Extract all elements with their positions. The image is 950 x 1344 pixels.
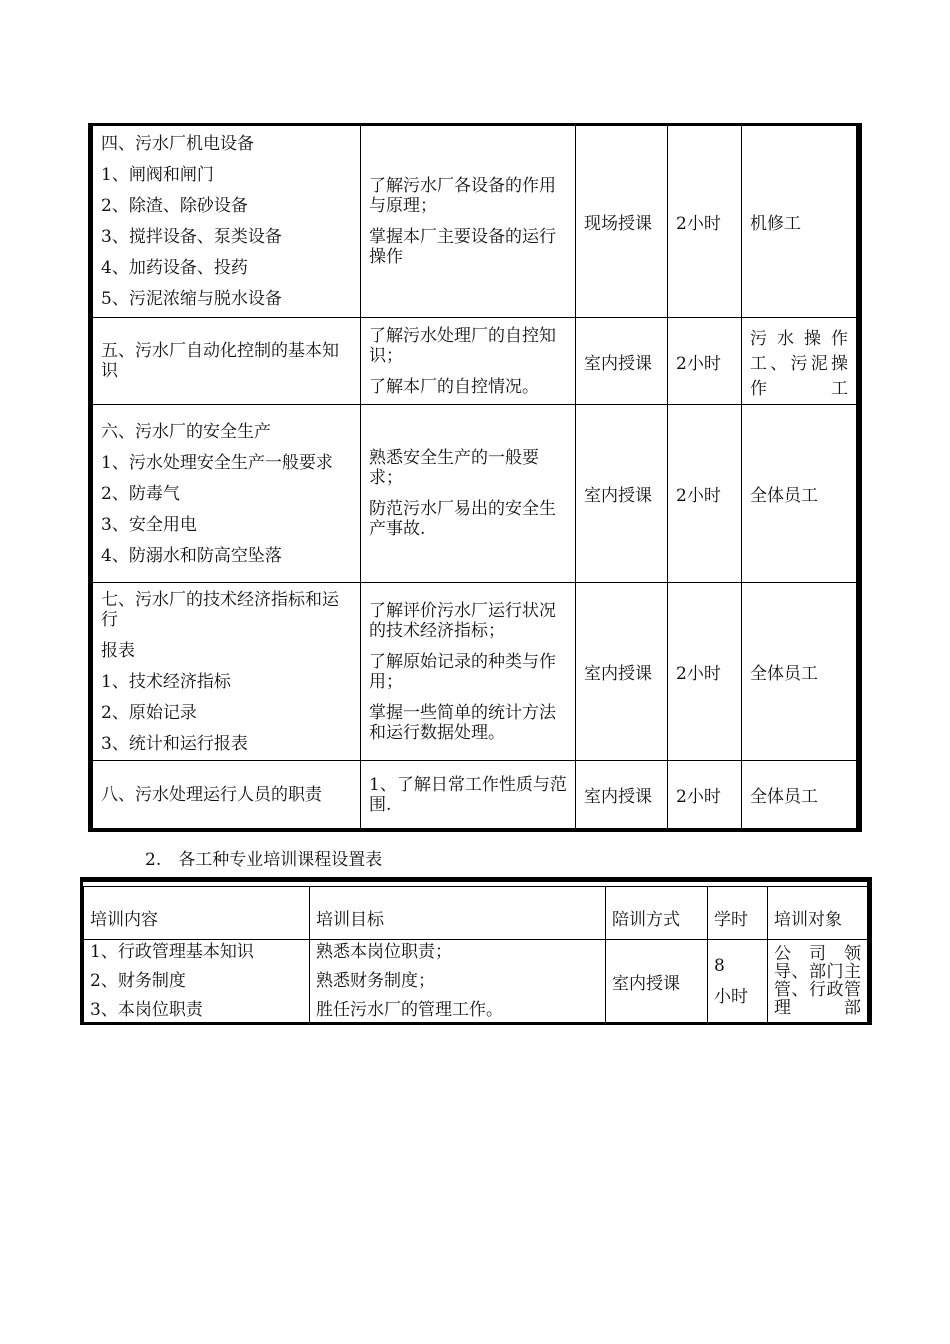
method-cell: 现场授课	[576, 126, 668, 318]
goal-line: 熟悉安全生产的一般要求；	[369, 448, 539, 488]
goal-line: 掌握一些简单的统计方法和运行数据处理。	[369, 702, 556, 743]
header-hours: 学时	[708, 887, 768, 940]
goal-cell	[361, 761, 576, 829]
goal-cell	[361, 126, 576, 318]
content-line: 3、安全用电	[101, 514, 197, 535]
content-cell	[93, 583, 361, 761]
goal-line: 胜任污水厂的管理工作。	[316, 1000, 503, 1020]
content-line: 2、原始记录	[101, 702, 197, 723]
content-cell	[84, 940, 310, 1023]
content-line: 4、加药设备、投药	[101, 258, 248, 278]
table-row	[93, 761, 857, 829]
goal-line: 了解评价污水厂运行状况的技术经济指标；	[369, 600, 556, 641]
content-line: 八、污水处理运行人员的职责	[101, 784, 322, 805]
header-target: 培训对象	[768, 887, 868, 940]
content-line: 3、搅拌设备、泵类设备	[101, 227, 282, 247]
content-line: 2、防毒气	[101, 483, 180, 504]
goal-cell	[361, 318, 576, 405]
content-line: 1、技术经济指标	[101, 671, 231, 692]
header-content: 培训内容	[84, 887, 310, 940]
target-cell: 公 司 领导、部门主管、行政管理部	[768, 940, 868, 1023]
table-row	[93, 318, 857, 405]
content-line: 2、财务制度	[90, 971, 186, 991]
course-table-1	[88, 123, 862, 832]
table-row	[93, 583, 857, 761]
content-line: 3、本岗位职责	[90, 1000, 203, 1020]
hours-cell: 2小时	[668, 583, 742, 761]
content-line: 四、污水厂机电设备	[101, 134, 254, 154]
target-cell: 全体员工	[742, 761, 857, 829]
hours-cell: 2小时	[668, 761, 742, 829]
hours-value: 8	[714, 955, 725, 976]
content-line: 1、闸阀和闸门	[101, 165, 214, 185]
content-cell	[93, 405, 361, 583]
content-cell	[93, 761, 361, 829]
content-line: 1、行政管理基本知识	[90, 942, 254, 962]
table-row	[93, 405, 857, 583]
target-cell: 全体员工	[742, 405, 857, 583]
content-line: 报表	[101, 640, 135, 661]
content-line: 七、污水厂的技术经济指标和运行	[101, 589, 339, 630]
hours-cell: 2小时	[668, 405, 742, 583]
method-cell: 室内授课	[606, 940, 708, 1023]
content-line: 3、统计和运行报表	[101, 733, 248, 754]
course-table-2	[80, 877, 872, 1025]
target-cell: 污 水 操 作工、污泥操作工	[742, 318, 857, 405]
target-cell: 全体员工	[742, 583, 857, 761]
goal-line: 1、了解日常工作性质与范围.	[369, 774, 567, 815]
table-row	[93, 126, 857, 318]
method-cell: 室内授课	[576, 583, 668, 761]
content-line: 4、防溺水和防高空坠落	[101, 545, 282, 566]
hours-cell	[708, 940, 768, 1023]
target-cell: 机修工	[742, 126, 857, 318]
table-header-row	[84, 887, 868, 940]
goal-line: 了解本厂的自控情况。	[369, 376, 539, 397]
hours-cell: 2小时	[668, 126, 742, 318]
header-method: 陪训方式	[606, 887, 708, 940]
goal-line: 了解污水处理厂的自控知识；	[369, 325, 556, 366]
header-goal: 培训目标	[310, 887, 606, 940]
content-cell	[93, 318, 361, 405]
goal-line: 熟悉财务制度；	[316, 971, 435, 991]
content-line: 2、除渣、除砂设备	[101, 196, 248, 216]
goal-cell	[361, 583, 576, 761]
table-row	[84, 940, 868, 1023]
content-line: 六、污水厂的安全生产	[101, 421, 271, 442]
goal-cell	[310, 940, 606, 1023]
goal-line: 防范污水厂易出的安全生产事故.	[369, 499, 556, 539]
goal-line: 掌握本厂主要设备的运行操作	[369, 227, 556, 267]
goal-line: 了解污水厂各设备的作用与原理；	[369, 176, 556, 216]
content-line: 五、污水厂自动化控制的基本知识	[101, 341, 339, 381]
content-cell	[93, 126, 361, 318]
goal-cell	[361, 405, 576, 583]
method-cell: 室内授课	[576, 318, 668, 405]
method-cell: 室内授课	[576, 761, 668, 829]
hours-unit: 小时	[714, 986, 748, 1007]
content-line: 5、污泥浓缩与脱水设备	[101, 289, 282, 309]
goal-line: 熟悉本岗位职责；	[316, 942, 452, 962]
method-cell: 室内授课	[576, 405, 668, 583]
hours-cell: 2小时	[668, 318, 742, 405]
goal-line: 了解原始记录的种类与作用；	[369, 651, 556, 692]
table-caption: 2. 各工种专业培训课程设置表	[145, 850, 383, 870]
content-line: 1、污水处理安全生产一般要求	[101, 452, 333, 473]
